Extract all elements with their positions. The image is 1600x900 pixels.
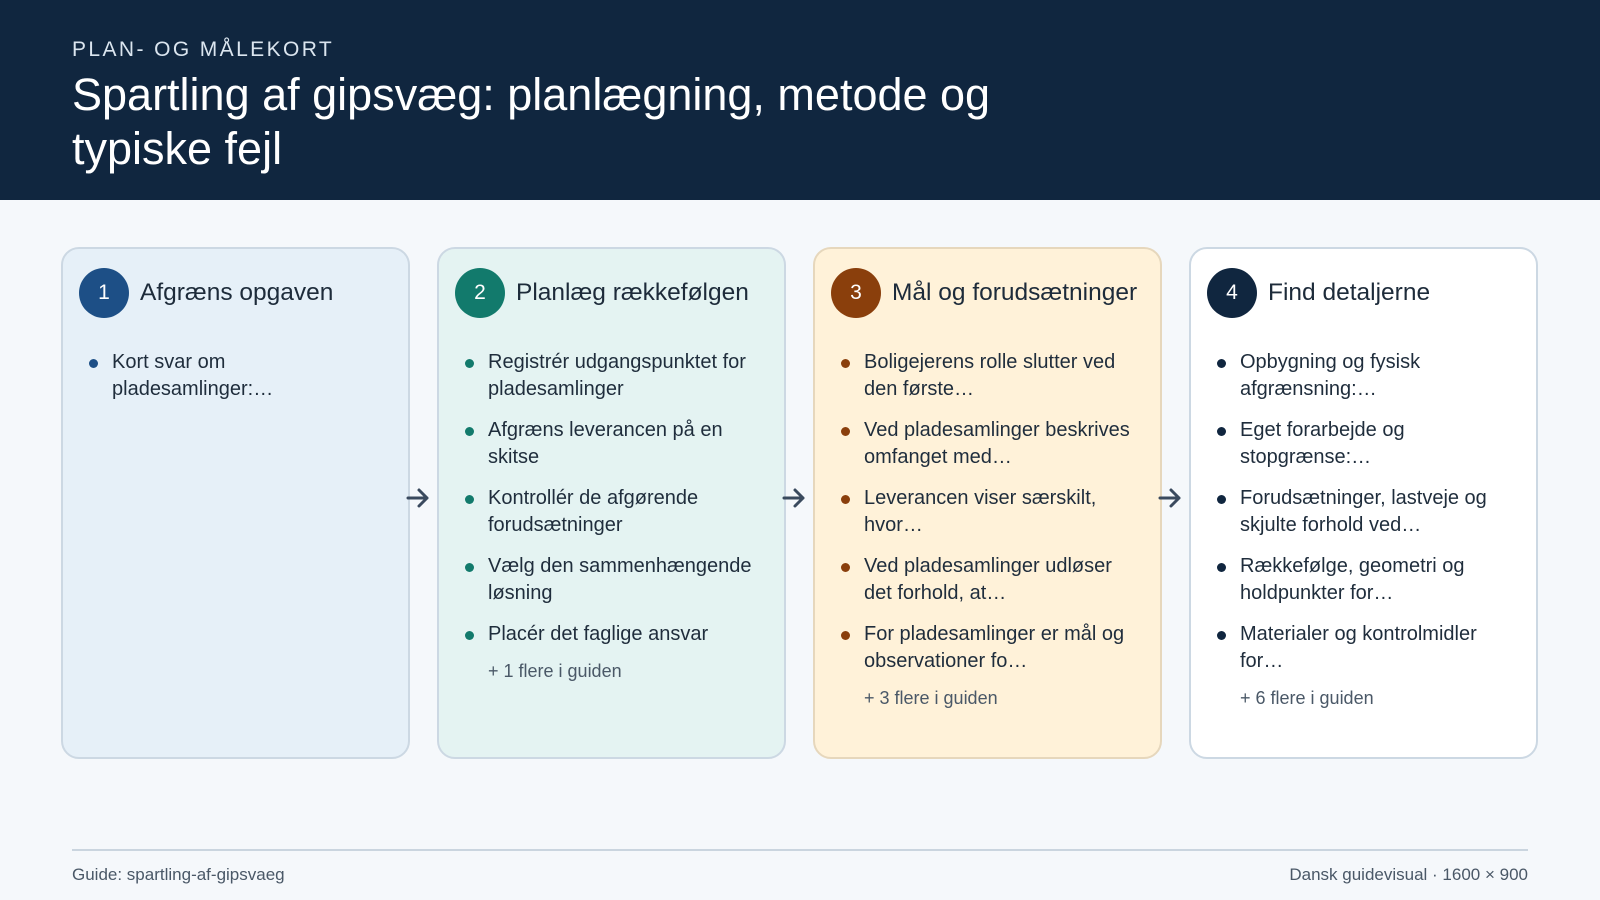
list-item-text: For pladesamlinger er mål og observationer fo… xyxy=(864,623,1125,672)
more-in-guide-link[interactable]: + 6 flere i guiden xyxy=(1240,688,1374,708)
bullet-dot-icon xyxy=(841,495,850,504)
bullet-dot-icon xyxy=(465,427,474,436)
list-item xyxy=(465,349,765,403)
step-items xyxy=(831,349,1144,675)
list-item-text: Kort svar om pladesamlinger:… xyxy=(112,351,274,400)
bullet-dot-icon xyxy=(465,359,474,368)
step-title: Find detaljerne xyxy=(1268,279,1431,306)
more-in-guide-link[interactable]: + 3 flere i guiden xyxy=(864,688,998,708)
list-item xyxy=(841,417,1141,471)
footer-meta-label: Dansk guidevisual · 1600 × 900 xyxy=(1289,865,1528,884)
page-title: Spartling af gipsvæg: planlægning, metode og typiske fejl xyxy=(72,69,991,174)
list-item-text: Eget forarbejde og stopgrænse:… xyxy=(1240,419,1405,468)
list-item xyxy=(841,553,1141,607)
list-item-text: Rækkefølge, geometri og holdpunkter for… xyxy=(1240,555,1465,604)
list-item xyxy=(841,485,1141,539)
bullet-dot-icon xyxy=(465,631,474,640)
list-item-text: Forudsætninger, lastveje og skjulte forhold ved… xyxy=(1240,487,1487,536)
list-item-text: Opbygning og fysisk afgrænsning:… xyxy=(1240,351,1421,400)
bullet-dot-icon xyxy=(1217,563,1226,572)
step-number-badge: 1 xyxy=(79,268,129,318)
arrow-right-icon xyxy=(405,483,432,513)
list-item-text: Kontrollér de afgørende forudsætninger xyxy=(488,487,699,536)
step-cards xyxy=(61,247,1539,759)
step-items xyxy=(1207,349,1520,675)
list-item xyxy=(465,553,765,607)
step-title: Planlæg rækkefølgen xyxy=(516,279,749,306)
list-item-text: Placér det faglige ansvar xyxy=(488,623,709,645)
bullet-dot-icon xyxy=(841,631,850,640)
step-card-header xyxy=(831,267,1144,319)
bullet-dot-icon xyxy=(465,563,474,572)
bullet-dot-icon xyxy=(1217,359,1226,368)
step-card-1 xyxy=(61,247,410,759)
step-items xyxy=(79,349,392,403)
list-item xyxy=(465,417,765,471)
list-item xyxy=(1217,553,1517,607)
step-card-header xyxy=(79,267,392,319)
step-card-4 xyxy=(1189,247,1538,759)
list-item-text: Afgræns leverancen på en skitse xyxy=(488,419,723,468)
list-item-text: Materialer og kontrolmidler for… xyxy=(1240,623,1477,672)
step-card-header xyxy=(1207,267,1520,319)
footer-divider xyxy=(72,849,1528,851)
list-item-text: Ved pladesamlinger udløser det forhold, at… xyxy=(864,555,1112,604)
step-card-3 xyxy=(813,247,1162,759)
header-banner xyxy=(0,0,1600,200)
bullet-dot-icon xyxy=(1217,427,1226,436)
list-item-text: Registrér udgangspunktet for pladesamlinger xyxy=(488,351,746,400)
list-item xyxy=(1217,485,1517,539)
eyebrow-label: PLAN- OG MÅLEKORT xyxy=(72,38,335,61)
bullet-dot-icon xyxy=(465,495,474,504)
footer-guide-label: Guide: spartling-af-gipsvaeg xyxy=(72,865,285,884)
bullet-dot-icon xyxy=(841,427,850,436)
list-item-text: Boligejerens rolle slutter ved den første… xyxy=(864,351,1116,400)
list-item-text: Vælg den sammenhængende løsning xyxy=(488,555,752,604)
list-item xyxy=(465,485,765,539)
list-item xyxy=(89,349,389,403)
list-item xyxy=(1217,621,1517,675)
list-item xyxy=(841,621,1141,675)
list-item xyxy=(465,621,765,648)
step-title: Afgræns opgaven xyxy=(140,279,334,306)
bullet-dot-icon xyxy=(89,359,98,368)
list-item xyxy=(1217,349,1517,403)
list-item-text: Ved pladesamlinger beskrives omfanget med… xyxy=(864,419,1130,468)
step-items xyxy=(455,349,768,648)
bullet-dot-icon xyxy=(1217,631,1226,640)
step-number-badge: 2 xyxy=(455,268,505,318)
arrow-right-icon xyxy=(781,483,808,513)
list-item xyxy=(1217,417,1517,471)
step-number-badge: 3 xyxy=(831,268,881,318)
arrow-right-icon xyxy=(1157,483,1184,513)
step-title: Mål og forudsætninger xyxy=(892,279,1138,306)
bullet-dot-icon xyxy=(1217,495,1226,504)
list-item xyxy=(841,349,1141,403)
list-item-text: Leverancen viser særskilt, hvor… xyxy=(864,487,1097,536)
more-in-guide-link[interactable]: + 1 flere i guiden xyxy=(488,661,622,681)
bullet-dot-icon xyxy=(841,359,850,368)
bullet-dot-icon xyxy=(841,563,850,572)
step-card-2 xyxy=(437,247,786,759)
step-card-header xyxy=(455,267,768,319)
step-number-badge: 4 xyxy=(1207,268,1257,318)
